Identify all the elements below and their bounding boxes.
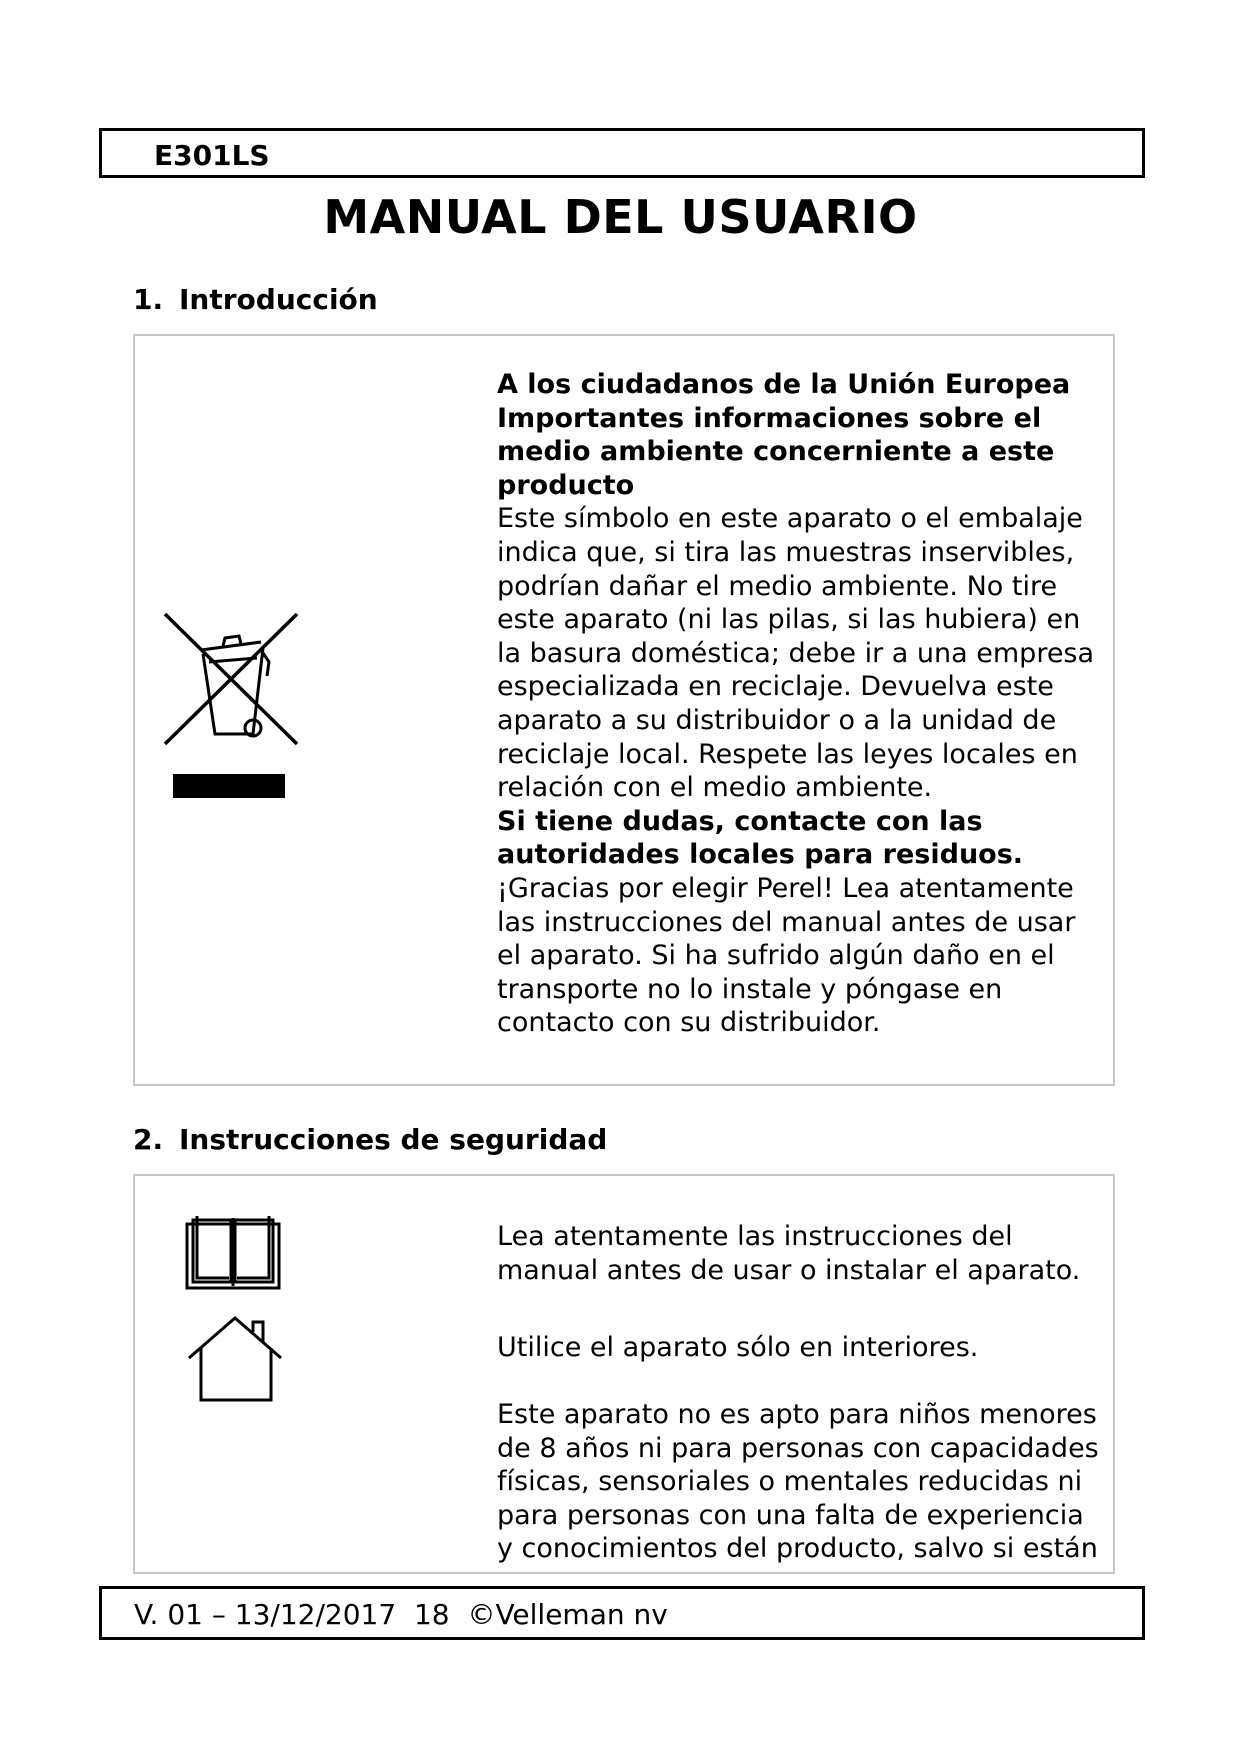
safety-line: para personas con una falta de experiencia bbox=[497, 1499, 1084, 1531]
page-title: MANUAL DEL USUARIO bbox=[323, 190, 918, 244]
weee-body-line: indica que, si tira las muestras inservibles, bbox=[497, 536, 1075, 568]
weee-body-line: este aparato (ni las pilas, si las hubiera) en bbox=[497, 604, 1081, 636]
weee-body-line: aparato a su distribuidor o a la unidad de bbox=[497, 704, 1057, 736]
header-box bbox=[99, 128, 1145, 178]
weee-closing-line: el aparato. Si ha sufrido algún daño en el bbox=[497, 940, 1055, 972]
section-number: 2. bbox=[133, 1123, 164, 1156]
section-heading-introduccion bbox=[133, 283, 378, 316]
weee-closing-line: ¡Gracias por elegir Perel! Lea atentamente bbox=[497, 872, 1074, 904]
section-title: Introducción bbox=[179, 283, 378, 316]
safety-line: Utilice el aparato sólo en interiores. bbox=[497, 1332, 979, 1363]
safety-line: Este aparato no es apto para niños menores bbox=[497, 1399, 1097, 1430]
safety-item-indoor bbox=[497, 1331, 1147, 1365]
footer-version: V. 01 – 13/12/2017 bbox=[134, 1598, 397, 1631]
weee-notice-panel bbox=[133, 334, 1115, 1086]
safety-item-manual bbox=[497, 1220, 1147, 1287]
weee-body-line: podrían dañar el medio ambiente. No tire bbox=[497, 570, 1058, 602]
weee-crossed-bin-icon bbox=[161, 610, 301, 800]
weee-notice-line: autoridades locales para residuos. bbox=[497, 839, 1024, 871]
weee-body-line: la basura doméstica; debe ir a una empresa bbox=[497, 637, 1095, 669]
footer-text bbox=[134, 1598, 668, 1631]
weee-heading-line: medio ambiente concerniente a este bbox=[497, 436, 1055, 468]
page-number: 18 bbox=[413, 1598, 450, 1631]
weee-heading-line: Importantes informaciones sobre el bbox=[497, 402, 1042, 434]
safety-line: y conocimientos del producto, salvo si están bbox=[497, 1533, 1098, 1565]
safety-line: manual antes de usar o instalar el aparato. bbox=[497, 1254, 1081, 1286]
weee-heading-line: A los ciudadanos de la Unión Europea bbox=[497, 369, 1071, 400]
weee-closing-line: las instrucciones del manual antes de usar bbox=[497, 906, 1076, 938]
safety-line: Lea atentamente las instrucciones del bbox=[497, 1221, 1013, 1252]
safety-line: físicas, sensoriales o mentales reducidas ni bbox=[497, 1466, 1083, 1498]
section-heading-seguridad bbox=[133, 1123, 607, 1156]
footer-box bbox=[99, 1586, 1145, 1640]
weee-body-line: Este símbolo en este aparato o el embalaje bbox=[497, 503, 1083, 535]
weee-closing-line: transporte no lo instale y póngase en bbox=[497, 973, 1003, 1005]
model-number: E301LS bbox=[154, 139, 270, 172]
weee-text bbox=[497, 368, 1147, 1040]
weee-body-line: especializada en reciclaje. Devuelva este bbox=[497, 671, 1054, 703]
safety-line: de 8 años ni para personas con capacidades bbox=[497, 1432, 1099, 1464]
section-number: 1. bbox=[133, 283, 164, 316]
weee-notice-line: Si tiene dudas, contacte con las bbox=[497, 805, 983, 837]
indoor-house-icon bbox=[185, 1314, 285, 1404]
weee-body-line: relación con el medio ambiente. bbox=[497, 772, 933, 804]
footer-copyright: ©Velleman nv bbox=[467, 1598, 668, 1631]
safety-item-children bbox=[497, 1398, 1147, 1566]
section-title: Instrucciones de seguridad bbox=[179, 1123, 608, 1156]
weee-closing-line: contacto con su distribuidor. bbox=[497, 1007, 881, 1039]
weee-heading-line: producto bbox=[497, 469, 635, 501]
safety-panel bbox=[133, 1174, 1115, 1574]
weee-body-line: reciclaje local. Respete las leyes locales en bbox=[497, 738, 1078, 770]
manual-book-icon bbox=[183, 1214, 283, 1294]
